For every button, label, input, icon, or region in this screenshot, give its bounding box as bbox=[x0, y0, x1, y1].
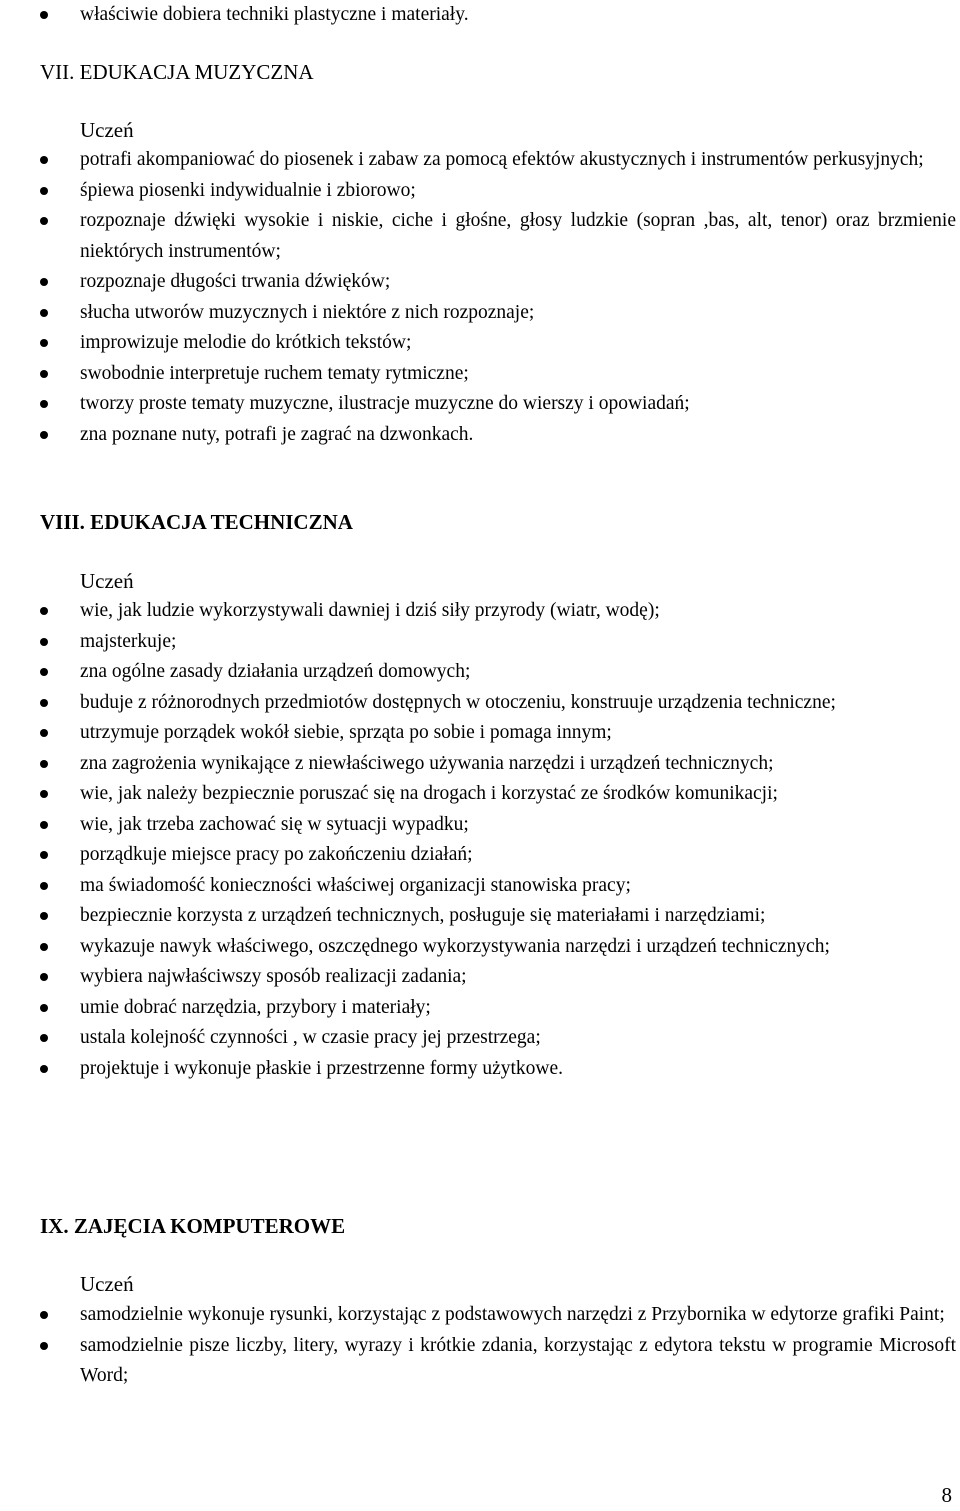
list-item: wie, jak ludzie wykorzystywali dawniej i dziś siły przyrody (wiatr, wodę); bbox=[0, 596, 960, 627]
section-computer-heading: IX. ZAJĘCIA KOMPUTEROWE bbox=[40, 1214, 346, 1238]
list-item: samodzielnie pisze liczby, litery, wyrazy i krótkie zdania, korzystając z edytora tekstu w programie Microsoft Word; bbox=[0, 1331, 960, 1392]
list-item: wie, jak trzeba zachować się w sytuacji wypadku; bbox=[0, 810, 960, 841]
section-tech-heading: VIII. EDUKACJA TECHNICZNA bbox=[40, 510, 353, 534]
list-item: rozpoznaje dźwięki wysokie i niskie, ciche i głośne, głosy ludzkie (sopran ,bas, alt, tenor) oraz brzmienie niektórych instrumentów; bbox=[0, 206, 960, 267]
list-item: słucha utworów muzycznych i niektóre z nich rozpoznaje; bbox=[0, 298, 960, 329]
list-item: zna ogólne zasady działania urządzeń domowych; bbox=[0, 657, 960, 688]
list-item: projektuje i wykonuje płaskie i przestrzenne formy użytkowe. bbox=[0, 1054, 960, 1085]
section-music-subheading: Uczeń bbox=[80, 118, 134, 142]
list-item: majsterkuje; bbox=[0, 627, 960, 658]
list-item: zna zagrożenia wynikające z niewłaściwego używania narzędzi i urządzeń technicznych; bbox=[0, 749, 960, 780]
list-item: bezpiecznie korzysta z urządzeń technicznych, posługuje się materiałami i narzędziami; bbox=[0, 901, 960, 932]
list-item: potrafi akompaniować do piosenek i zabaw za pomocą efektów akustycznych i instrumentów perkusyjnych; bbox=[0, 145, 960, 176]
list-item: improwizuje melodie do krótkich tekstów; bbox=[0, 328, 960, 359]
list-item: rozpoznaje długości trwania dźwięków; bbox=[0, 267, 960, 298]
list-item: zna poznane nuty, potrafi je zagrać na dzwonkach. bbox=[0, 420, 960, 451]
list-item: samodzielnie wykonuje rysunki, korzystając z podstawowych narzędzi z Przybornika w edytorze grafiki Paint; bbox=[0, 1300, 960, 1331]
list-item: wybiera najwłaściwszy sposób realizacji zadania; bbox=[0, 962, 960, 993]
list-item: umie dobrać narzędzia, przybory i materiały; bbox=[0, 993, 960, 1024]
list-item: wie, jak należy bezpiecznie poruszać się na drogach i korzystać ze środków komunikacji; bbox=[0, 779, 960, 810]
list-item: właściwie dobiera techniki plastyczne i materiały. bbox=[0, 0, 960, 31]
list-item: tworzy proste tematy muzyczne, ilustracje muzyczne do wierszy i opowiadań; bbox=[0, 389, 960, 420]
list-item: utrzymuje porządek wokół siebie, sprząta po sobie i pomaga innym; bbox=[0, 718, 960, 749]
list-item: wykazuje nawyk właściwego, oszczędnego wykorzystywania narzędzi i urządzeń technicznych; bbox=[0, 932, 960, 963]
list-item: porządkuje miejsce pracy po zakończeniu działań; bbox=[0, 840, 960, 871]
section-computer-subheading: Uczeń bbox=[80, 1272, 134, 1296]
list-item: buduje z różnorodnych przedmiotów dostępnych w otoczeniu, konstruuje urządzenia techniczne; bbox=[0, 688, 960, 719]
list-item: ustala kolejność czynności , w czasie pracy jej przestrzega; bbox=[0, 1023, 960, 1054]
top-list bbox=[0, 0, 960, 31]
list-item: ma świadomość konieczności właściwej organizacji stanowiska pracy; bbox=[0, 871, 960, 902]
section-music-heading: VII. EDUKACJA MUZYCZNA bbox=[40, 60, 314, 84]
section-tech-subheading: Uczeń bbox=[80, 569, 134, 593]
section-tech-list bbox=[0, 596, 960, 1084]
section-computer-list bbox=[0, 1300, 960, 1392]
list-item: swobodnie interpretuje ruchem tematy rytmiczne; bbox=[0, 359, 960, 390]
page-number: 8 bbox=[941, 1483, 952, 1507]
list-item: śpiewa piosenki indywidualnie i zbiorowo; bbox=[0, 176, 960, 207]
section-music-list bbox=[0, 145, 960, 450]
